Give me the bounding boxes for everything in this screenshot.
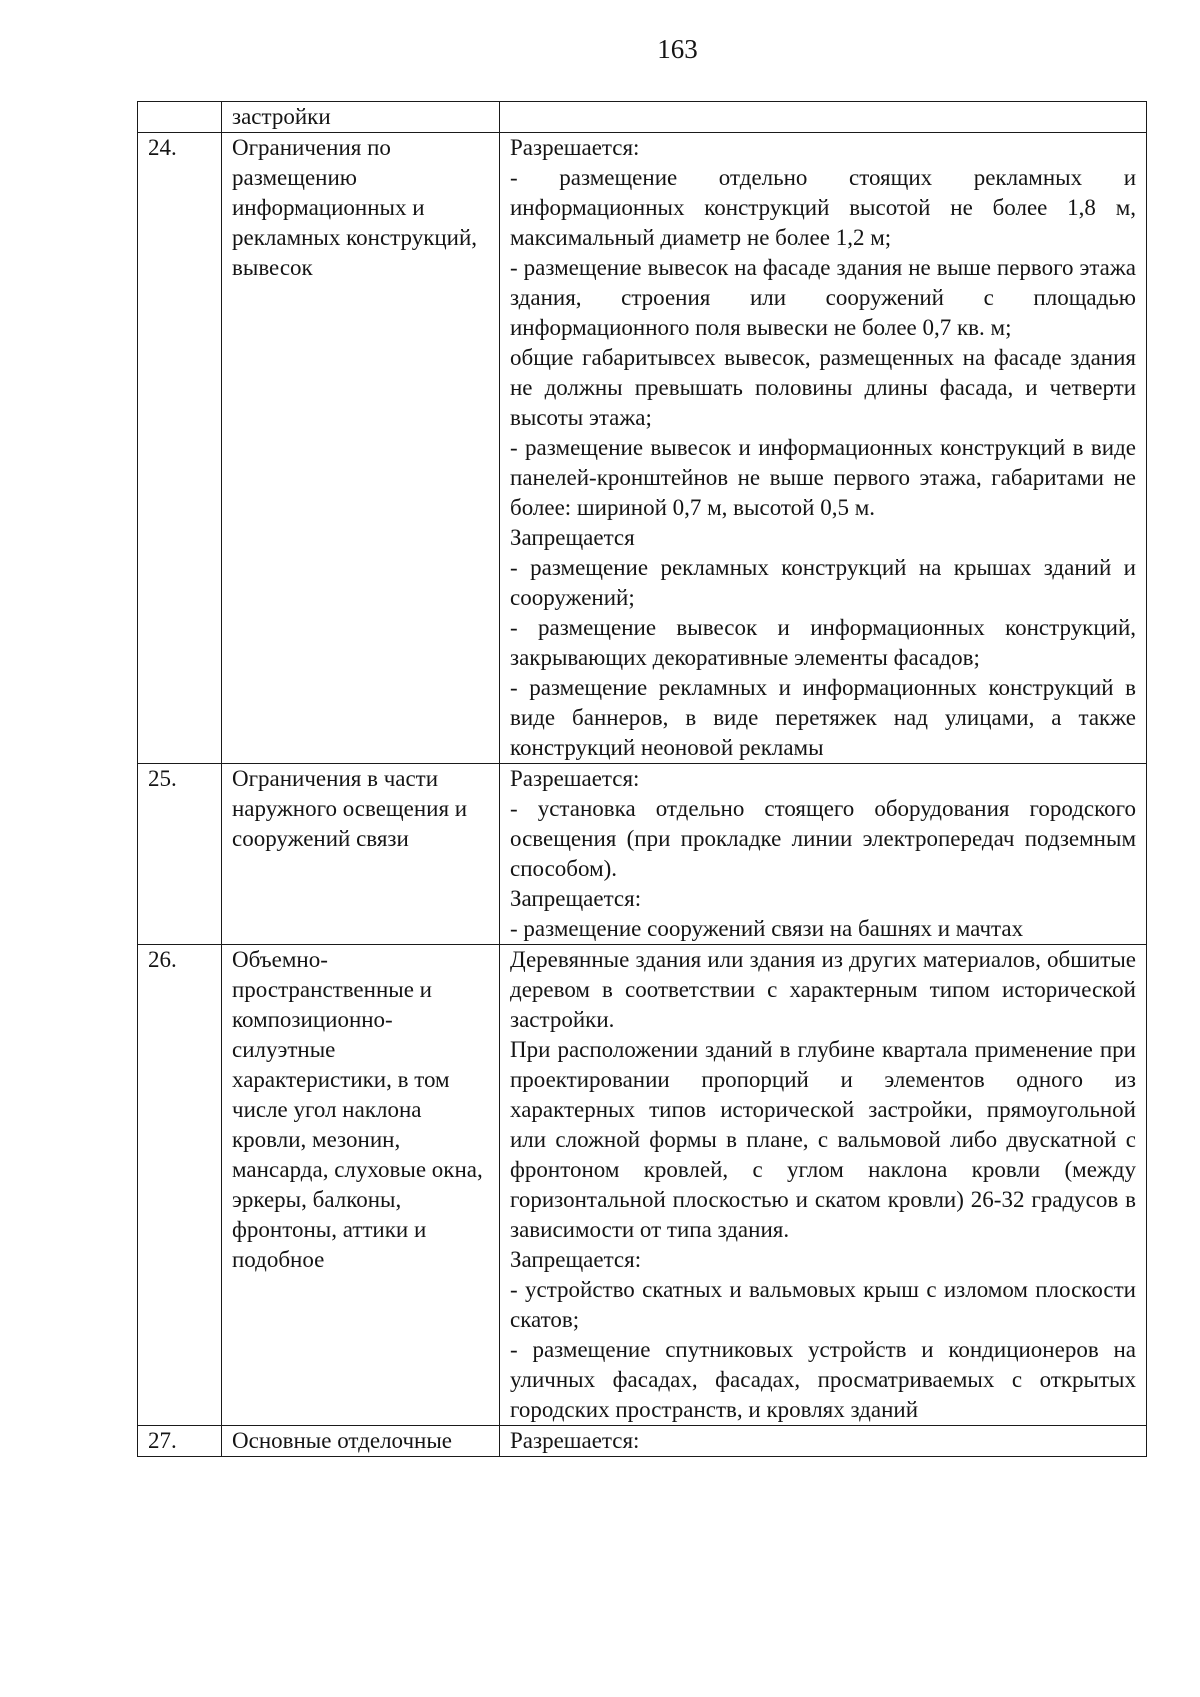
requirement-name: Объемно-пространственные и композиционно-силуэтные характеристики, в том числе угол наклона кровли, мезонин, мансарда, слуховые окна, эркеры, балконы, фронтоны, аттики и подобное (222, 945, 500, 1426)
requirement-description (500, 1426, 1147, 1457)
page-number: 163 (657, 34, 698, 64)
description-paragraph: - размещение спутниковых устройств и кондиционеров на уличных фасадах, фасадах, просматриваемых с открытых городских пространств, и кровлях зданий (510, 1337, 1136, 1422)
description-paragraph: - размещение сооружений связи на башнях и мачтах (510, 916, 1024, 941)
requirement-description (500, 102, 1147, 133)
description-paragraph: Разрешается: (510, 766, 640, 791)
description-paragraph: Разрешается: (510, 1428, 640, 1453)
table-row (138, 945, 1147, 1426)
description-paragraph: Деревянные здания или здания из других материалов, обшитые деревом в соответствии с характерным типом исторической застройки. (510, 947, 1136, 1032)
description-paragraph: При расположении зданий в глубине квартала применение при проектировании пропорций и элементов одного из характерных типов исторической застройки, прямоугольной или сложной формы в плане, с вальмовой либо двускатной с фронтоном кровлей, с углом наклона кровли (между горизонтальной плоскостью и скатом кровли) 26-32 градусов в зависимости от типа здания. (510, 1037, 1136, 1242)
requirement-name: застройки (222, 102, 500, 133)
description-paragraph: - размещение вывесок и информационных конструкций, закрывающих декоративные элементы фасадов; (510, 615, 1136, 670)
row-number: 27. (138, 1426, 222, 1457)
row-number: 26. (138, 945, 222, 1426)
description-paragraph: - размещение рекламных и информационных конструкций в виде баннеров, в виде перетяжек над улицами, а также конструкций неоновой рекламы (510, 675, 1136, 760)
requirement-description (500, 945, 1147, 1426)
table-row (138, 1426, 1147, 1457)
table-row (138, 764, 1147, 945)
description-paragraph: Запрещается: (510, 886, 642, 911)
table-row (138, 133, 1147, 764)
description-paragraph: - размещение вывесок и информационных конструкций в виде панелей-кронштейнов не выше первого этажа, габаритами не более: шириной 0,7 м, высотой 0,5 м. (510, 435, 1136, 520)
requirement-name: Ограничения в части наружного освещения и сооружений связи (222, 764, 500, 945)
description-paragraph: Разрешается: (510, 135, 640, 160)
row-number (138, 102, 222, 133)
description-paragraph: - установка отдельно стоящего оборудования городского освещения (при прокладке линии электропередач подземным способом). (510, 796, 1136, 881)
description-paragraph: Запрещается: (510, 1247, 642, 1272)
requirement-description (500, 133, 1147, 764)
description-paragraph: Запрещается (510, 525, 635, 550)
description-paragraph: общие габаритывсех вывесок, размещенных на фасаде здания не должны превышать половины длины фасада, и четверти высоты этажа; (510, 345, 1136, 430)
regulations-table-body (138, 102, 1147, 1457)
description-paragraph: - размещение рекламных конструкций на крышах зданий и сооружений; (510, 555, 1136, 610)
description-paragraph: - устройство скатных и вальмовых крыш с изломом плоскости скатов; (510, 1277, 1136, 1332)
row-number: 25. (138, 764, 222, 945)
regulations-table (137, 101, 1147, 1457)
requirement-name: Ограничения по размещению информационных и рекламных конструкций, вывесок (222, 133, 500, 764)
row-number: 24. (138, 133, 222, 764)
requirement-description (500, 764, 1147, 945)
description-paragraph: - размещение вывесок на фасаде здания не выше первого этажа здания, строения или сооружений с площадью информационного поля вывески не более 0,7 кв. м; (510, 255, 1136, 340)
requirement-name: Основные отделочные (222, 1426, 500, 1457)
description-paragraph: - размещение отдельно стоящих рекламных и информационных конструкций высотой не более 1,8 м, максимальный диаметр не более 1,2 м; (510, 165, 1136, 250)
table-row (138, 102, 1147, 133)
